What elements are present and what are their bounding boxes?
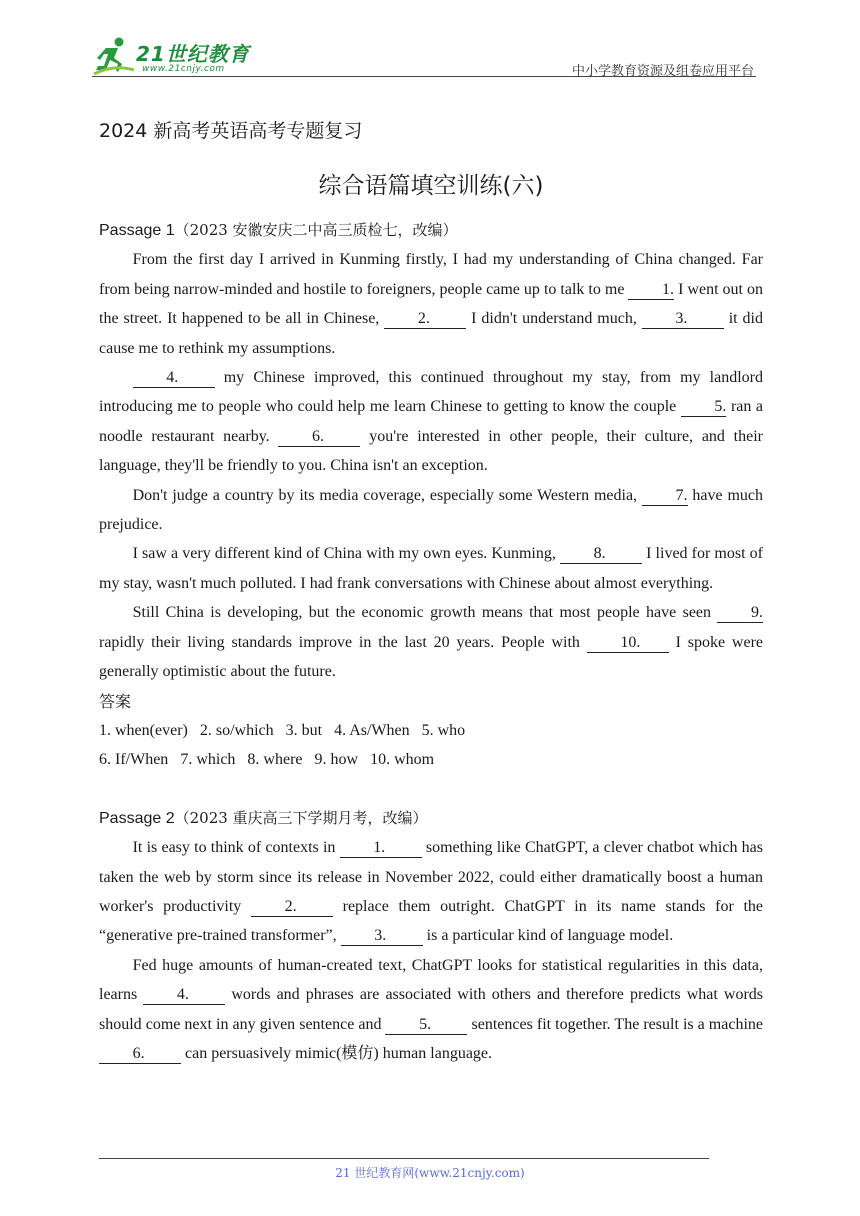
blank-field[interactable]: 5.	[385, 1016, 467, 1035]
answer-item: 6. If/When	[99, 751, 169, 769]
paragraph-text: ran a noodle restaurant nearby.	[99, 398, 764, 445]
blank-field[interactable]: 1.	[340, 839, 422, 858]
paragraph-text: words and phrases are associated with others and therefore predicts what words should come next in any given sentence and	[99, 986, 764, 1033]
logo-text: 21世纪教育	[136, 42, 250, 66]
paragraph-text: I saw a very different kind of China with my own eyes. Kunming,	[132, 545, 560, 563]
blank-field[interactable]: 9.	[717, 604, 763, 623]
passage1-paragraph	[99, 481, 763, 540]
passage1-heading	[99, 216, 763, 245]
answer-item: 3. but	[285, 721, 323, 739]
paragraph-text: something like ChatGPT, a clever chatbot which has taken the web by storm since its release in November 2022, could either dramatically boost a human worker's productivity	[99, 839, 763, 915]
paragraph-text: have much prejudice.	[99, 486, 763, 534]
answers-line-2	[99, 745, 763, 774]
document-body	[99, 116, 763, 1068]
page-header	[92, 32, 756, 80]
paragraph-text: you're interested in other people, their culture, and their language, they'll be friendly to you. China isn't an exception.	[99, 427, 764, 475]
blank-field[interactable]: 3.	[642, 310, 724, 329]
blank-field[interactable]: 4.	[133, 369, 215, 388]
site-logo[interactable]	[92, 34, 262, 78]
answer-item: 4. As/When	[334, 721, 410, 739]
passage1-label: Passage 1	[99, 222, 175, 239]
passage1-paragraph	[99, 598, 763, 686]
paragraph-text: From the first day I arrived in Kunming firstly, I had my understanding of China changed. Far from being narrow-minded and hostile to foreigners, people came up to talk to me	[99, 251, 763, 298]
passage2-paragraph	[99, 951, 763, 1069]
passage1-text	[99, 245, 763, 686]
section-gap	[99, 775, 763, 804]
blank-field[interactable]: 10.	[587, 634, 669, 653]
blank-field[interactable]: 1.	[628, 281, 674, 300]
paragraph-text: it did cause me to rethink my assumptions.	[99, 310, 763, 357]
blank-field[interactable]: 3.	[341, 927, 423, 946]
answer-item: 7. which	[180, 751, 236, 769]
blank-field[interactable]: 7.	[642, 487, 688, 506]
blank-field[interactable]: 2.	[384, 310, 466, 329]
blank-field[interactable]: 5.	[681, 398, 727, 417]
passage2-text	[99, 833, 763, 1068]
blank-field[interactable]: 6.	[278, 428, 360, 447]
answer-item: 8. where	[247, 751, 303, 769]
blank-field[interactable]: 6.	[99, 1045, 181, 1064]
runner-logo-icon	[92, 34, 136, 78]
passage1-paragraph	[99, 539, 763, 598]
paragraph-text: rapidly their living standards improve in the last 20 years. People with	[99, 633, 587, 651]
answer-item: 1. when(ever)	[99, 721, 188, 739]
platform-name: 中小学教育资源及组卷应用平台	[571, 64, 754, 79]
paragraph-text: I lived for most of my stay, wasn't much polluted. I had frank conversations with Chinese about almost everything.	[99, 545, 764, 592]
paragraph-text: Fed huge amounts of human-created text, ChatGPT looks for statistical regularities in this data, learns	[99, 956, 763, 1004]
paragraph-text: Don't judge a country by its media coverage, especially some Western media,	[132, 486, 642, 504]
paragraph-text: I didn't understand much,	[466, 310, 642, 328]
answer-item: 9. how	[314, 751, 359, 769]
answer-label: 答案	[99, 691, 132, 711]
paragraph-text: Still China is developing, but the economic growth means that most people have seen	[132, 604, 718, 622]
passage2-heading	[99, 804, 763, 833]
footer-divider	[99, 1158, 709, 1159]
passage1-paragraph	[99, 363, 763, 481]
document-subtitle: 综合语篇填空训练(六)	[318, 173, 544, 199]
footer-link[interactable]: 21 世纪教育网(www.21cnjy.com)	[335, 1166, 525, 1180]
passage1-source: （2023 安徽安庆二中高三质检七，改编）	[174, 221, 458, 239]
paragraph-text: replace them outright. ChatGPT in its name stands for the “generative pre-trained transformer”,	[99, 897, 764, 945]
paragraph-text: sentences fit together. The result is a machine	[467, 1015, 763, 1033]
document-title: 2024 新高考英语高考专题复习	[99, 120, 363, 142]
paragraph-text: I spoke were generally optimistic about the future.	[99, 633, 764, 681]
paragraph-text: my Chinese improved, this continued throughout my stay, from my landlord introducing me to people who could help me learn Chinese to getting to know the couple	[99, 369, 763, 416]
passage2-source: （2023 重庆高三下学期月考，改编）	[174, 808, 428, 827]
logo-url: www.21cnjy.com	[142, 64, 225, 74]
paragraph-text: It is easy to think of contexts in	[132, 839, 340, 857]
paragraph-text: can persuasively mimic(模仿) human language.	[181, 1044, 493, 1062]
passage2-paragraph	[99, 833, 763, 951]
answers-line-1	[99, 716, 763, 745]
blank-field[interactable]: 8.	[560, 545, 642, 564]
paragraph-text: is a particular kind of language model.	[422, 927, 674, 945]
answer-item: 10. whom	[370, 751, 435, 769]
header-divider	[92, 76, 756, 77]
paragraph-text: I went out on the street. It happened to be all in Chinese,	[99, 280, 763, 328]
answer-item: 2. so/which	[199, 721, 274, 739]
blank-field[interactable]: 4.	[143, 986, 225, 1005]
answer-item: 5. who	[421, 721, 466, 739]
passage1-paragraph	[99, 245, 763, 363]
passage2-label: Passage 2	[99, 809, 175, 827]
blank-field[interactable]: 2.	[251, 898, 333, 917]
